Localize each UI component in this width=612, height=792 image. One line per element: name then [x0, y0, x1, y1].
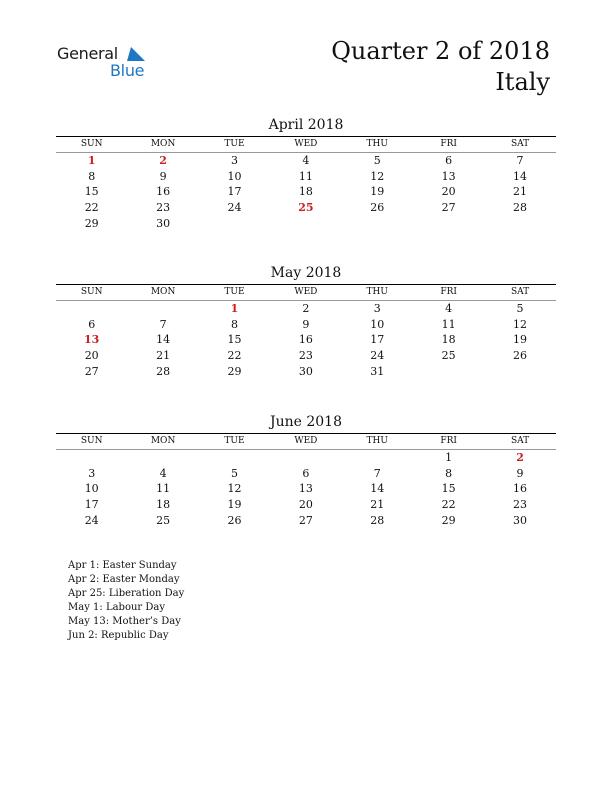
weekday-sat: SAT — [510, 287, 530, 297]
day-cell: 6 — [302, 466, 310, 480]
day-cell: 17 — [370, 333, 385, 347]
day-cell: 29 — [441, 513, 456, 527]
holiday-day-cell: 25 — [298, 201, 314, 215]
month-may — [56, 265, 556, 379]
day-cell: 3 — [88, 466, 96, 480]
week-row — [56, 153, 556, 169]
day-cell: 7 — [373, 466, 381, 480]
holiday-item: May 13: Mother’s Day — [68, 616, 181, 627]
day-cell: 29 — [84, 216, 99, 230]
day-cell: 21 — [156, 349, 171, 363]
weekday-header — [56, 433, 556, 450]
day-cell: 5 — [516, 302, 524, 315]
day-cell: 26 — [370, 201, 385, 215]
day-cell: 27 — [441, 201, 456, 215]
weekday-tue: TUE — [224, 287, 245, 297]
day-cell: 10 — [370, 317, 385, 331]
day-cell: 3 — [230, 154, 238, 167]
day-cell: 10 — [84, 482, 99, 496]
weekday-thu: THU — [366, 436, 388, 446]
day-cell: 19 — [370, 185, 385, 199]
day-cell: 23 — [513, 498, 528, 512]
holiday-list — [68, 559, 184, 643]
day-cell: 11 — [298, 169, 313, 183]
weekday-sun: SUN — [80, 436, 103, 446]
day-cell: 9 — [159, 169, 167, 183]
day-cell: 27 — [298, 513, 313, 527]
weekday-sat: SAT — [510, 436, 530, 446]
day-cell: 7 — [516, 154, 524, 167]
day-cell: 28 — [156, 364, 171, 378]
day-cell: 13 — [441, 169, 456, 183]
day-cell: 14 — [370, 482, 385, 496]
week-row — [56, 317, 556, 333]
weekday-thu: THU — [366, 287, 388, 297]
day-cell: 9 — [302, 317, 310, 331]
holiday-day-cell: 1 — [87, 154, 96, 167]
weekday-mon: MON — [150, 139, 176, 149]
week-row — [56, 481, 556, 497]
holiday-item: Apr 25: Liberation Day — [68, 588, 185, 599]
holiday-item: Jun 2: Republic Day — [68, 630, 169, 641]
day-cell: 6 — [88, 317, 96, 331]
weeks-grid — [56, 450, 556, 528]
day-cell: 5 — [373, 154, 381, 167]
weekday-sun: SUN — [80, 287, 103, 297]
day-cell: 4 — [159, 466, 167, 480]
day-cell: 16 — [513, 482, 528, 496]
day-cell: 15 — [441, 482, 456, 496]
weekday-wed: WED — [294, 287, 318, 297]
day-cell: 20 — [298, 498, 313, 512]
day-cell: 15 — [84, 185, 99, 199]
day-cell: 14 — [156, 333, 171, 347]
weekday-mon: MON — [150, 287, 176, 297]
day-cell: 20 — [84, 349, 99, 363]
day-cell: 22 — [227, 349, 242, 363]
holiday-item: May 1: Labour Day — [68, 602, 165, 613]
day-cell: 5 — [230, 466, 238, 480]
day-cell: 22 — [441, 498, 456, 512]
day-cell: 8 — [445, 466, 453, 480]
week-row — [56, 184, 556, 200]
day-cell: 28 — [513, 201, 528, 215]
day-cell: 25 — [156, 513, 171, 527]
day-cell: 18 — [298, 185, 313, 199]
generalblue-logo — [57, 44, 167, 84]
day-cell: 14 — [513, 169, 528, 183]
month-title: June 2018 — [269, 414, 342, 430]
week-row — [56, 450, 556, 466]
day-cell: 16 — [298, 333, 313, 347]
weekday-sat: SAT — [510, 139, 530, 149]
day-cell: 23 — [298, 349, 313, 363]
day-cell: 4 — [302, 154, 310, 167]
weekday-fri: FRI — [440, 139, 457, 149]
day-cell: 8 — [230, 317, 238, 331]
page-subtitle: Italy — [495, 68, 550, 96]
day-cell: 6 — [445, 154, 453, 167]
week-row — [56, 216, 556, 232]
week-row — [56, 364, 556, 380]
day-cell: 12 — [227, 482, 242, 496]
day-cell: 21 — [370, 498, 385, 512]
logo-word-general: General — [57, 44, 118, 63]
week-row — [56, 332, 556, 348]
weekday-wed: WED — [294, 139, 318, 149]
weeks-grid — [56, 153, 556, 231]
day-cell: 21 — [513, 185, 528, 199]
holiday-day-cell: 2 — [159, 154, 167, 167]
page-header — [331, 36, 550, 98]
holiday-day-cell: 1 — [230, 302, 239, 315]
holiday-day-cell: 2 — [516, 451, 524, 464]
day-cell: 20 — [441, 185, 456, 199]
week-row — [56, 466, 556, 482]
day-cell: 27 — [84, 364, 99, 378]
day-cell: 25 — [441, 349, 456, 363]
day-cell: 18 — [441, 333, 456, 347]
day-cell: 23 — [156, 201, 171, 215]
page-title: Quarter 2 of 2018 — [331, 37, 550, 65]
day-cell: 29 — [227, 364, 242, 378]
holiday-day-cell: 13 — [84, 333, 100, 347]
day-cell: 19 — [227, 498, 242, 512]
weekday-header — [56, 136, 556, 153]
day-cell: 19 — [513, 333, 528, 347]
month-title: April 2018 — [268, 117, 344, 133]
day-cell: 1 — [445, 451, 453, 464]
day-cell: 17 — [227, 185, 242, 199]
day-cell: 24 — [227, 201, 242, 215]
holiday-item: Apr 2: Easter Monday — [68, 574, 180, 585]
day-cell: 26 — [227, 513, 242, 527]
month-april — [56, 117, 556, 231]
day-cell: 15 — [227, 333, 242, 347]
logo-word-blue: Blue — [110, 61, 145, 80]
day-cell: 9 — [516, 466, 524, 480]
day-cell: 7 — [159, 317, 167, 331]
logo-triangle-icon — [127, 47, 145, 61]
day-cell: 26 — [513, 349, 528, 363]
day-cell: 17 — [84, 498, 99, 512]
week-row — [56, 301, 556, 317]
day-cell: 12 — [370, 169, 385, 183]
week-row — [56, 497, 556, 513]
weeks-grid — [56, 301, 556, 379]
week-row — [56, 169, 556, 185]
weekday-tue: TUE — [224, 139, 245, 149]
weekday-sun: SUN — [80, 139, 103, 149]
day-cell: 11 — [441, 317, 456, 331]
weekday-mon: MON — [150, 436, 176, 446]
week-row — [56, 348, 556, 364]
week-row — [56, 200, 556, 216]
weekday-fri: FRI — [440, 436, 457, 446]
day-cell: 4 — [445, 302, 453, 315]
day-cell: 3 — [373, 302, 381, 315]
day-cell: 11 — [156, 482, 171, 496]
weekday-fri: FRI — [440, 287, 457, 297]
day-cell: 13 — [298, 482, 313, 496]
day-cell: 24 — [84, 513, 99, 527]
day-cell: 22 — [84, 201, 99, 215]
weekday-tue: TUE — [224, 436, 245, 446]
day-cell: 30 — [156, 216, 171, 230]
day-cell: 2 — [302, 302, 310, 315]
weekday-header — [56, 284, 556, 301]
weekday-wed: WED — [294, 436, 318, 446]
day-cell: 31 — [370, 364, 385, 378]
day-cell: 30 — [513, 513, 528, 527]
day-cell: 12 — [513, 317, 528, 331]
day-cell: 16 — [156, 185, 171, 199]
day-cell: 8 — [88, 169, 96, 183]
month-title: May 2018 — [270, 265, 342, 281]
week-row — [56, 513, 556, 529]
day-cell: 24 — [370, 349, 385, 363]
day-cell: 10 — [227, 169, 242, 183]
day-cell: 18 — [156, 498, 171, 512]
month-june — [56, 414, 556, 528]
weekday-thu: THU — [366, 139, 388, 149]
day-cell: 30 — [298, 364, 313, 378]
day-cell: 28 — [370, 513, 385, 527]
holiday-item: Apr 1: Easter Sunday — [68, 560, 177, 571]
